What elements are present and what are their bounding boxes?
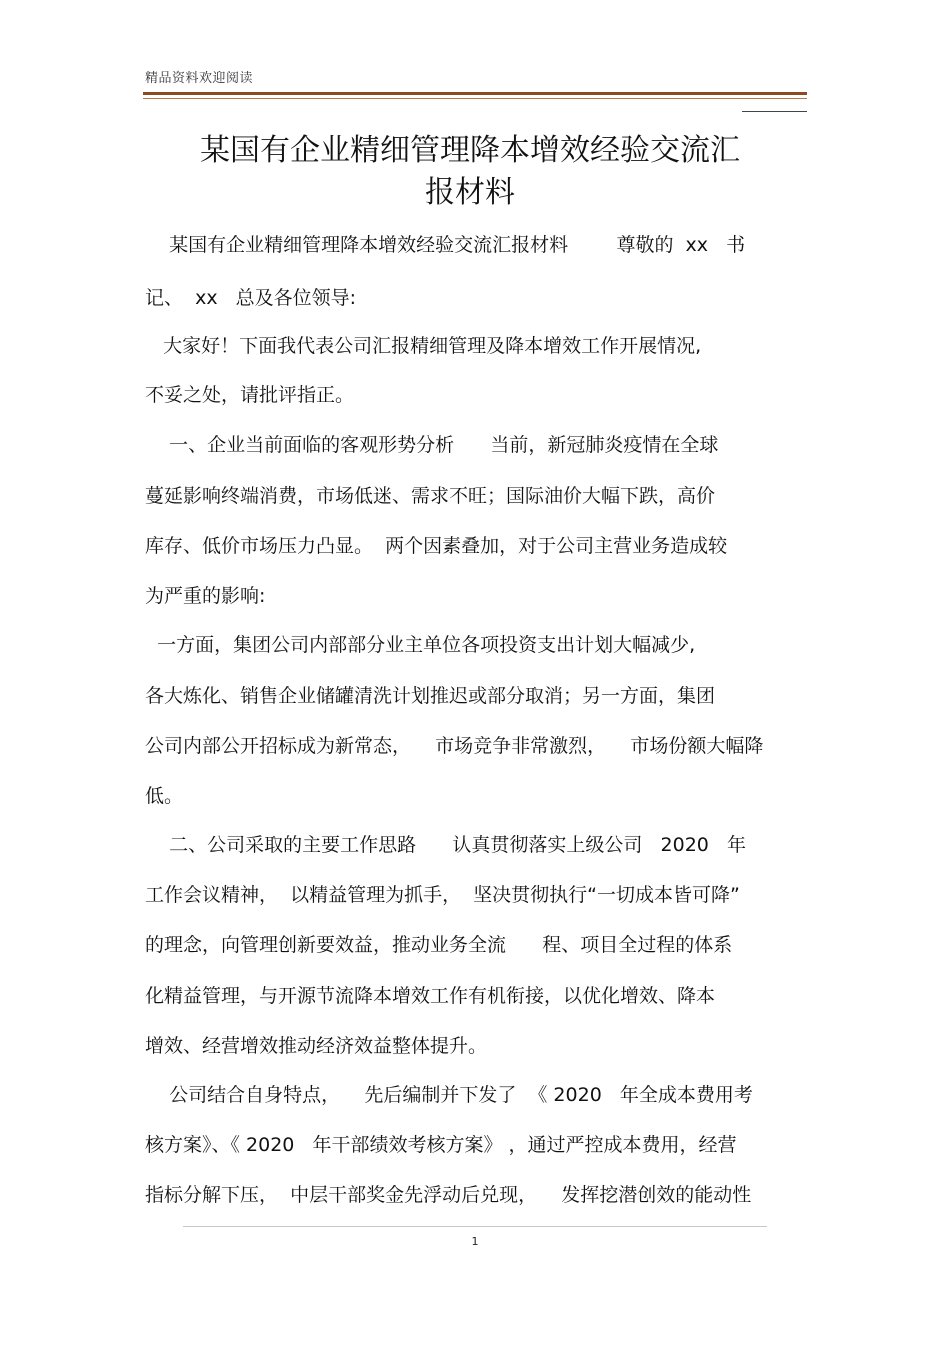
body-line: 不妥之处，请批评指正。	[145, 384, 355, 406]
body-line: 一、企业当前面临的客观形势分析 当前，新冠肺炎疫情在全球	[145, 434, 719, 456]
body-line: 为严重的影响:	[145, 585, 266, 607]
body-line: 各大炼化、销售企业储罐清洗计划推迟或部分取消；另一方面，集团	[145, 685, 716, 707]
title-line-1: 某国有企业精细管理降本增效经验交流汇	[200, 133, 740, 168]
body-line: 一方面，集团公司内部部分业主单位各项投资支出计划大幅减少,	[145, 634, 696, 656]
header-rule-thin	[143, 98, 807, 99]
document-title	[150, 130, 790, 214]
body-line: 核方案》、《 2020 年干部绩效考核方案》 ，通过严控成本费用，经营	[145, 1134, 737, 1156]
body-line: 二、公司采取的主要工作思路 认真贯彻落实上级公司 2020 年	[145, 834, 746, 856]
footer-rule	[183, 1226, 767, 1227]
header-rule-end	[742, 111, 807, 112]
body-line: 某国有企业精细管理降本增效经验交流汇报材料 尊敬的 xx 书	[145, 234, 746, 256]
body-line: 增效、经营增效推动经济效益整体提升。	[145, 1035, 488, 1057]
body-line: 记、 xx 总及各位领导:	[145, 287, 357, 309]
body-line: 库存、低价市场压力凸显。 两个因素叠加，对于公司主营业务造成较	[145, 535, 728, 557]
body-line: 大家好！下面我代表公司汇报精细管理及降本增效工作开展情况,	[145, 335, 702, 357]
page-number: 1	[471, 1235, 479, 1248]
header-rule-thick	[143, 92, 807, 95]
body-line: 蔓延影响终端消费，市场低迷、需求不旺；国际油价大幅下跌，高价	[145, 485, 716, 507]
body-line: 公司内部公开招标成为新常态， 市场竞争非常激烈， 市场份额大幅降	[145, 735, 764, 757]
body-line: 的理念，向管理创新要效益，推动业务全流 程、项目全过程的体系	[145, 934, 733, 956]
body-line: 公司结合自身特点， 先后编制并下发了 《 2020 年全成本费用考	[145, 1084, 753, 1106]
title-line-2: 报材料	[425, 175, 515, 210]
page-header-text: 精品资料欢迎阅读	[145, 71, 254, 86]
body-line: 化精益管理，与开源节流降本增效工作有机衔接，以优化增效、降本	[145, 985, 716, 1007]
body-line: 指标分解下压， 中层干部奖金先浮动后兑现， 发挥挖潜创效的能动性	[145, 1184, 752, 1206]
body-line: 低。	[145, 785, 184, 807]
body-line: 工作会议精神， 以精益管理为抓手， 坚决贯彻执行“一切成本皆可降”	[145, 884, 740, 906]
